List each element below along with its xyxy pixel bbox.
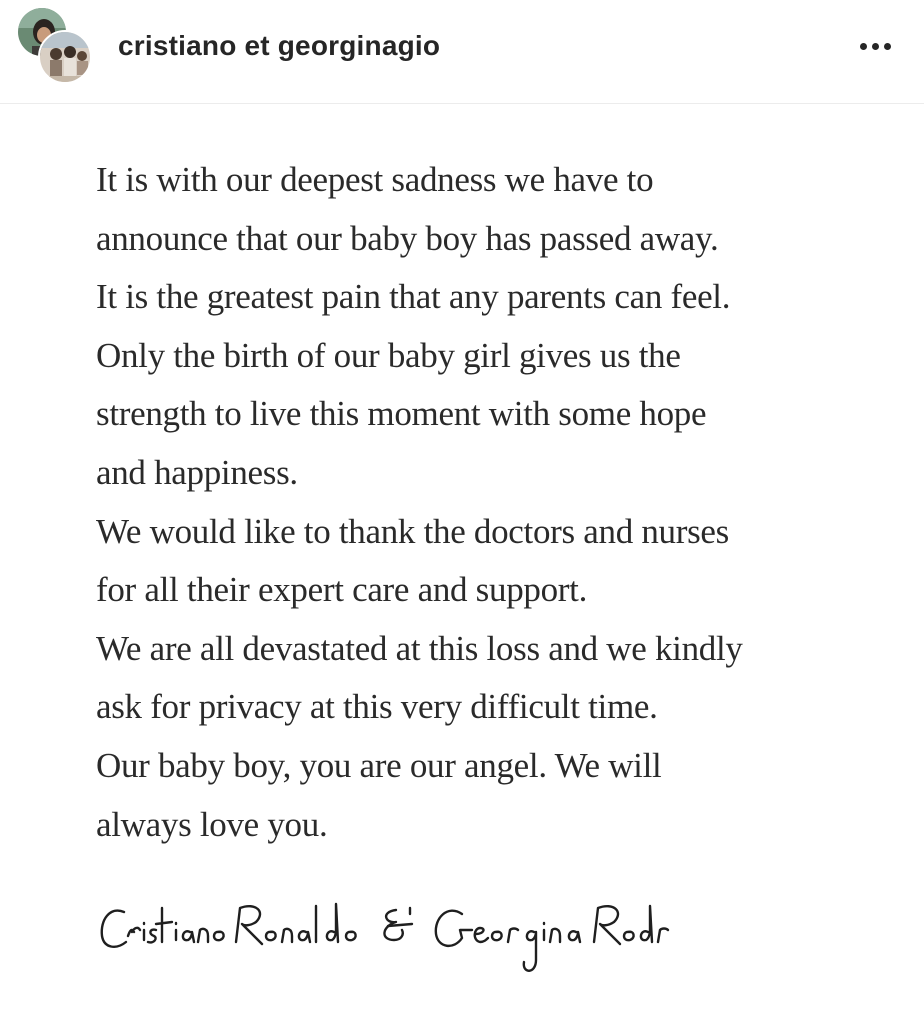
statement-line: We would like to thank the doctors and nurses [96, 511, 729, 551]
statement-line: Only the birth of our baby girl gives us the [96, 335, 681, 375]
collab-avatars[interactable] [16, 6, 96, 86]
username-link[interactable]: cristiano et georginagio [118, 30, 441, 61]
statement-line: for all their expert care and support. [96, 570, 588, 610]
more-horizontal-icon [860, 43, 867, 50]
statement-line: It is with our deepest sadness we have to [96, 160, 654, 199]
more-horizontal-icon-dot [872, 43, 879, 50]
statement-line: Our baby boy, you are our angel. We will [96, 745, 662, 785]
statement-line: always love you. [96, 804, 328, 844]
post-header [0, 0, 924, 104]
handwritten-signature [96, 890, 676, 990]
statement-line: ask for privacy at this very difficult time. [96, 687, 658, 727]
statement-text [96, 151, 896, 854]
more-horizontal-icon-dot [884, 43, 891, 50]
more-options-button[interactable] [850, 26, 900, 66]
statement-line: announce that our baby boy has passed away. [96, 218, 719, 258]
statement-line: It is the greatest pain that any parents can feel. [96, 277, 731, 317]
statement-line: and happiness. [96, 452, 298, 492]
avatar-georgina[interactable] [38, 30, 92, 84]
statement-line: strength to live this moment with some hope [96, 394, 707, 434]
statement-line: We are all devastated at this loss and we kindly [96, 628, 743, 668]
